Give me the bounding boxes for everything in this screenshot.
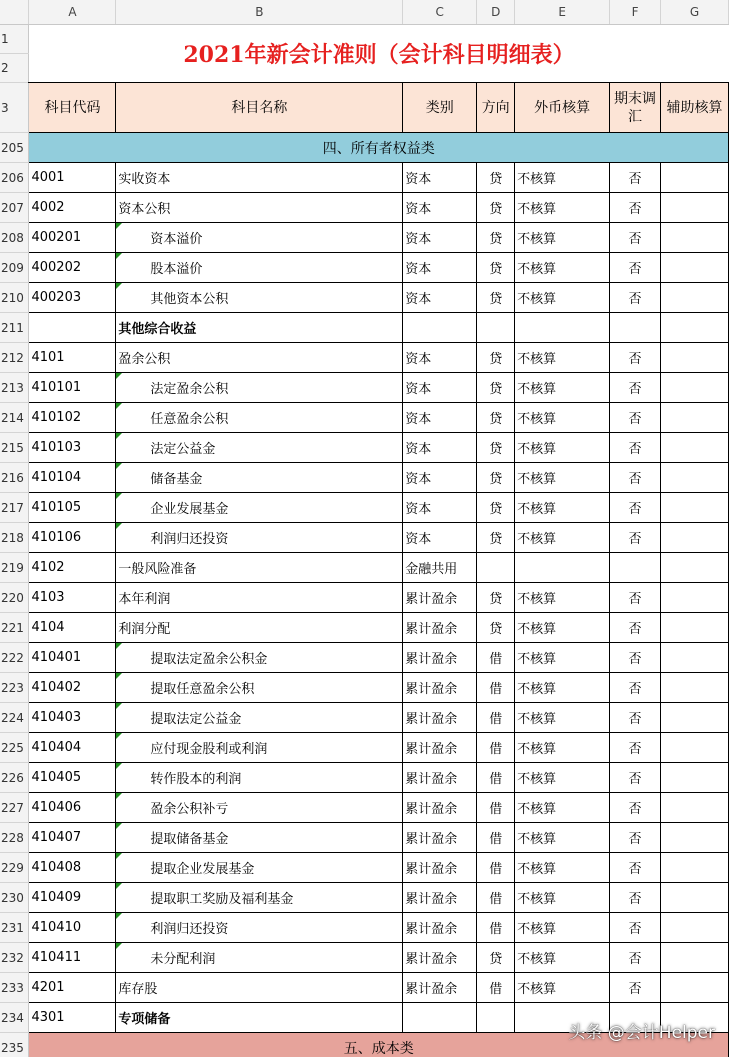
account-name-cell[interactable]: 未分配利润 [116,943,403,973]
auxiliary-cell[interactable] [661,253,729,283]
auxiliary-cell[interactable] [661,943,729,973]
column-header-f[interactable]: F [610,0,661,25]
row-number[interactable]: 214 [0,403,29,433]
foreign-currency-cell[interactable]: 不核算 [515,913,610,943]
header-name[interactable]: 科目名称 [116,83,403,133]
category-cell[interactable]: 资本 [403,163,477,193]
foreign-currency-cell[interactable]: 不核算 [515,973,610,1003]
row-number[interactable]: 215 [0,433,29,463]
row-number[interactable]: 231 [0,913,29,943]
auxiliary-cell[interactable] [661,403,729,433]
foreign-currency-cell[interactable]: 不核算 [515,163,610,193]
account-name-cell[interactable]: 利润归还投资 [116,523,403,553]
account-code-cell[interactable]: 410411 [29,943,116,973]
row-number[interactable]: 219 [0,553,29,583]
foreign-currency-cell[interactable]: 不核算 [515,433,610,463]
direction-cell[interactable]: 借 [477,673,515,703]
category-cell[interactable]: 资本 [403,463,477,493]
account-name-cell[interactable]: 提取企业发展基金 [116,853,403,883]
period-end-adjust-cell[interactable]: 否 [610,523,661,553]
category-cell[interactable]: 累计盈余 [403,943,477,973]
period-end-adjust-cell[interactable] [610,553,661,583]
table-row [0,763,729,793]
auxiliary-cell[interactable] [661,733,729,763]
account-name-cell[interactable]: 提取任意盈余公积 [116,673,403,703]
auxiliary-cell[interactable] [661,163,729,193]
account-name-cell[interactable]: 提取法定公益金 [116,703,403,733]
category-cell[interactable]: 资本 [403,343,477,373]
category-cell[interactable]: 资本 [403,223,477,253]
account-code-cell[interactable]: 410403 [29,703,116,733]
auxiliary-cell[interactable] [661,703,729,733]
auxiliary-cell[interactable] [661,913,729,943]
sheet-title[interactable]: 2021年新会计准则（会计科目明细表） [29,25,729,83]
period-end-adjust-cell[interactable]: 否 [610,763,661,793]
header-category[interactable]: 类别 [403,83,477,133]
watermark: 头条 @会计Helper [568,1023,715,1043]
row-number[interactable]: 212 [0,343,29,373]
direction-cell[interactable]: 贷 [477,493,515,523]
auxiliary-cell[interactable] [661,763,729,793]
account-code-cell[interactable]: 410406 [29,793,116,823]
period-end-adjust-cell[interactable]: 否 [610,493,661,523]
table-row [0,223,729,253]
direction-cell[interactable]: 借 [477,973,515,1003]
direction-cell[interactable]: 贷 [477,433,515,463]
row-number[interactable]: 209 [0,253,29,283]
direction-cell[interactable]: 借 [477,793,515,823]
period-end-adjust-cell[interactable]: 否 [610,673,661,703]
category-cell[interactable]: 累计盈余 [403,973,477,1003]
table-row [0,313,729,343]
direction-cell[interactable]: 贷 [477,523,515,553]
row-number[interactable]: 234 [0,1003,29,1033]
row-number[interactable]: 227 [0,793,29,823]
account-name-cell[interactable]: 实收资本 [116,163,403,193]
account-name-cell[interactable]: 利润归还投资 [116,913,403,943]
direction-cell[interactable]: 借 [477,643,515,673]
table-row [0,793,729,823]
table-row [0,703,729,733]
auxiliary-cell[interactable] [661,193,729,223]
header-code[interactable]: 科目代码 [29,83,116,133]
account-code-cell[interactable]: 400202 [29,253,116,283]
foreign-currency-cell[interactable]: 不核算 [515,733,610,763]
direction-cell[interactable]: 借 [477,853,515,883]
table-row [0,253,729,283]
category-cell[interactable] [403,313,477,343]
foreign-currency-cell[interactable]: 不核算 [515,823,610,853]
foreign-currency-cell[interactable]: 不核算 [515,643,610,673]
period-end-adjust-cell[interactable]: 否 [610,643,661,673]
row-number[interactable]: 230 [0,883,29,913]
period-end-adjust-cell[interactable]: 否 [610,193,661,223]
auxiliary-cell[interactable] [661,853,729,883]
direction-cell[interactable]: 借 [477,733,515,763]
account-name-cell[interactable]: 其他综合收益 [116,313,403,343]
auxiliary-cell[interactable] [661,673,729,703]
period-end-adjust-cell[interactable]: 否 [610,163,661,193]
account-code-cell[interactable]: 410106 [29,523,116,553]
account-code-cell[interactable]: 400203 [29,283,116,313]
direction-cell[interactable]: 借 [477,823,515,853]
category-cell[interactable]: 累计盈余 [403,913,477,943]
category-cell[interactable]: 累计盈余 [403,853,477,883]
auxiliary-cell[interactable] [661,793,729,823]
account-code-cell[interactable]: 410105 [29,493,116,523]
column-header-b[interactable]: B [116,0,403,25]
row-number[interactable]: 232 [0,943,29,973]
column-header-g[interactable]: G [661,0,729,25]
category-cell[interactable]: 资本 [403,283,477,313]
foreign-currency-cell[interactable]: 不核算 [515,673,610,703]
account-name-cell[interactable]: 其他资本公积 [116,283,403,313]
auxiliary-cell[interactable] [661,223,729,253]
account-code-cell[interactable]: 410404 [29,733,116,763]
direction-cell[interactable]: 贷 [477,283,515,313]
period-end-adjust-cell[interactable]: 否 [610,703,661,733]
foreign-currency-cell[interactable]: 不核算 [515,943,610,973]
direction-cell[interactable]: 贷 [477,223,515,253]
period-end-adjust-cell[interactable]: 否 [610,913,661,943]
auxiliary-cell[interactable] [661,583,729,613]
auxiliary-cell[interactable] [661,313,729,343]
category-cell[interactable]: 资本 [403,253,477,283]
table-row [0,733,729,763]
auxiliary-cell[interactable] [661,883,729,913]
direction-cell[interactable]: 贷 [477,943,515,973]
direction-cell[interactable]: 借 [477,883,515,913]
account-code-cell[interactable]: 410407 [29,823,116,853]
table-header-row [0,83,729,133]
account-code-cell[interactable]: 400201 [29,223,116,253]
column-header-e[interactable]: E [515,0,610,25]
foreign-currency-cell[interactable]: 不核算 [515,793,610,823]
auxiliary-cell[interactable] [661,823,729,853]
auxiliary-cell[interactable] [661,343,729,373]
period-end-adjust-cell[interactable]: 否 [610,373,661,403]
category-cell[interactable]: 累计盈余 [403,823,477,853]
table-row [0,493,729,523]
foreign-currency-cell[interactable]: 不核算 [515,703,610,733]
period-end-adjust-cell[interactable]: 否 [610,973,661,1003]
section-label[interactable]: 五、成本类 [29,1033,729,1057]
auxiliary-cell[interactable] [661,973,729,1003]
period-end-adjust-cell[interactable]: 否 [610,883,661,913]
category-cell[interactable]: 资本 [403,493,477,523]
account-code-cell[interactable]: 410401 [29,643,116,673]
foreign-currency-cell[interactable]: 不核算 [515,403,610,433]
account-name-cell[interactable]: 提取储备基金 [116,823,403,853]
row-number[interactable]: 205 [0,133,29,163]
direction-cell[interactable]: 贷 [477,463,515,493]
category-cell[interactable] [403,1003,477,1033]
direction-cell[interactable]: 贷 [477,373,515,403]
account-name-cell[interactable]: 本年利润 [116,583,403,613]
foreign-currency-cell[interactable] [515,553,610,583]
header-foreign-currency[interactable]: 外币核算 [515,83,610,133]
row-number[interactable]: 228 [0,823,29,853]
account-code-cell[interactable]: 410410 [29,913,116,943]
foreign-currency-cell[interactable]: 不核算 [515,373,610,403]
account-name-cell[interactable]: 资本公积 [116,193,403,223]
account-name-cell[interactable]: 提取职工奖励及福利基金 [116,883,403,913]
account-code-cell[interactable]: 410102 [29,403,116,433]
category-cell[interactable]: 资本 [403,523,477,553]
auxiliary-cell[interactable] [661,463,729,493]
foreign-currency-cell[interactable] [515,313,610,343]
direction-cell[interactable]: 借 [477,763,515,793]
category-cell[interactable]: 资本 [403,373,477,403]
auxiliary-cell[interactable] [661,553,729,583]
account-code-cell[interactable] [29,313,116,343]
direction-cell[interactable]: 贷 [477,403,515,433]
foreign-currency-cell[interactable]: 不核算 [515,463,610,493]
category-cell[interactable]: 累计盈余 [403,883,477,913]
table-row [0,613,729,643]
direction-cell[interactable] [477,553,515,583]
period-end-adjust-cell[interactable]: 否 [610,253,661,283]
table-row [0,163,729,193]
table-row [0,973,729,1003]
direction-cell[interactable]: 贷 [477,583,515,613]
account-code-cell[interactable]: 4001 [29,163,116,193]
auxiliary-cell[interactable] [661,373,729,403]
header-direction[interactable]: 方向 [477,83,515,133]
auxiliary-cell[interactable] [661,433,729,463]
account-code-cell[interactable]: 4102 [29,553,116,583]
account-name-cell[interactable]: 盈余公积补亏 [116,793,403,823]
period-end-adjust-cell[interactable]: 否 [610,853,661,883]
auxiliary-cell[interactable] [661,643,729,673]
account-name-cell[interactable]: 利润分配 [116,613,403,643]
row-number[interactable]: 233 [0,973,29,1003]
period-end-adjust-cell[interactable] [610,313,661,343]
foreign-currency-cell[interactable]: 不核算 [515,283,610,313]
table-row [0,343,729,373]
row-number[interactable]: 3 [0,83,29,133]
foreign-currency-cell[interactable]: 不核算 [515,343,610,373]
category-cell[interactable]: 金融共用 [403,553,477,583]
account-code-cell[interactable]: 4002 [29,193,116,223]
table-row [0,823,729,853]
category-cell[interactable]: 资本 [403,433,477,463]
header-auxiliary[interactable]: 辅助核算 [661,83,729,133]
select-all-corner[interactable] [0,0,29,25]
foreign-currency-cell[interactable]: 不核算 [515,223,610,253]
category-cell[interactable]: 资本 [403,193,477,223]
row-number[interactable]: 206 [0,163,29,193]
account-name-cell[interactable]: 股本溢价 [116,253,403,283]
table-row [0,403,729,433]
section-row-equity [0,133,729,163]
period-end-adjust-cell[interactable]: 否 [610,583,661,613]
header-period-end-adjust[interactable]: 期末调汇 [610,83,661,133]
account-name-cell[interactable]: 库存股 [116,973,403,1003]
direction-cell[interactable]: 贷 [477,163,515,193]
account-name-cell[interactable]: 提取法定盈余公积金 [116,643,403,673]
category-cell[interactable]: 资本 [403,403,477,433]
period-end-adjust-cell[interactable]: 否 [610,793,661,823]
foreign-currency-cell[interactable]: 不核算 [515,253,610,283]
auxiliary-cell[interactable] [661,613,729,643]
account-code-cell[interactable]: 4301 [29,1003,116,1033]
table-row [0,283,729,313]
row-number[interactable]: 225 [0,733,29,763]
account-code-cell[interactable]: 410104 [29,463,116,493]
table-row [0,463,729,493]
period-end-adjust-cell[interactable]: 否 [610,943,661,973]
table-row [0,583,729,613]
account-code-cell[interactable]: 410402 [29,673,116,703]
section-label[interactable]: 四、所有者权益类 [29,133,729,163]
direction-cell[interactable]: 借 [477,703,515,733]
table-row [0,883,729,913]
account-name-cell[interactable]: 盈余公积 [116,343,403,373]
foreign-currency-cell[interactable]: 不核算 [515,613,610,643]
category-cell[interactable]: 累计盈余 [403,733,477,763]
row-number[interactable]: 235 [0,1033,29,1057]
category-cell[interactable]: 累计盈余 [403,763,477,793]
table-row [0,523,729,553]
foreign-currency-cell[interactable]: 不核算 [515,853,610,883]
category-cell[interactable]: 累计盈余 [403,583,477,613]
period-end-adjust-cell[interactable]: 否 [610,223,661,253]
period-end-adjust-cell[interactable]: 否 [610,433,661,463]
row-number[interactable]: 211 [0,313,29,343]
account-name-cell[interactable]: 法定盈余公积 [116,373,403,403]
row-number[interactable]: 220 [0,583,29,613]
account-code-cell[interactable]: 410409 [29,883,116,913]
category-cell[interactable]: 累计盈余 [403,703,477,733]
account-name-cell[interactable]: 转作股本的利润 [116,763,403,793]
direction-cell[interactable] [477,313,515,343]
account-code-cell[interactable]: 4103 [29,583,116,613]
direction-cell[interactable] [477,1003,515,1033]
direction-cell[interactable]: 贷 [477,193,515,223]
direction-cell[interactable]: 贷 [477,253,515,283]
table-row [0,673,729,703]
table-row [0,553,729,583]
row-number[interactable]: 216 [0,463,29,493]
period-end-adjust-cell[interactable]: 否 [610,733,661,763]
row-number[interactable]: 226 [0,763,29,793]
account-name-cell[interactable]: 专项储备 [116,1003,403,1033]
row-number[interactable]: 223 [0,673,29,703]
row-number[interactable]: 221 [0,613,29,643]
title-row-1 [0,25,729,54]
period-end-adjust-cell[interactable]: 否 [610,283,661,313]
account-name-cell[interactable]: 企业发展基金 [116,493,403,523]
table-row [0,373,729,403]
table-row [0,433,729,463]
account-name-cell[interactable]: 任意盈余公积 [116,403,403,433]
category-cell[interactable]: 累计盈余 [403,673,477,703]
account-code-cell[interactable]: 410101 [29,373,116,403]
category-cell[interactable]: 累计盈余 [403,643,477,673]
column-header-row [0,0,729,25]
foreign-currency-cell[interactable]: 不核算 [515,883,610,913]
account-name-cell[interactable]: 资本溢价 [116,223,403,253]
account-code-cell[interactable]: 410103 [29,433,116,463]
row-number[interactable]: 207 [0,193,29,223]
row-number[interactable]: 208 [0,223,29,253]
direction-cell[interactable]: 贷 [477,613,515,643]
row-number[interactable]: 224 [0,703,29,733]
category-cell[interactable]: 累计盈余 [403,793,477,823]
direction-cell[interactable]: 贷 [477,343,515,373]
auxiliary-cell[interactable] [661,283,729,313]
column-header-c[interactable]: C [403,0,477,25]
row-number[interactable]: 217 [0,493,29,523]
period-end-adjust-cell[interactable]: 否 [610,463,661,493]
row-number[interactable]: 222 [0,643,29,673]
table-row [0,913,729,943]
account-name-cell[interactable]: 储备基金 [116,463,403,493]
period-end-adjust-cell[interactable]: 否 [610,613,661,643]
auxiliary-cell[interactable] [661,493,729,523]
foreign-currency-cell[interactable]: 不核算 [515,493,610,523]
account-name-cell[interactable]: 法定公益金 [116,433,403,463]
foreign-currency-cell[interactable]: 不核算 [515,763,610,793]
account-code-cell[interactable]: 4101 [29,343,116,373]
period-end-adjust-cell[interactable]: 否 [610,823,661,853]
foreign-currency-cell[interactable]: 不核算 [515,583,610,613]
table-row [0,193,729,223]
row-number[interactable]: 229 [0,853,29,883]
row-number[interactable]: 218 [0,523,29,553]
column-header-a[interactable]: A [29,0,116,25]
row-number[interactable]: 213 [0,373,29,403]
foreign-currency-cell[interactable]: 不核算 [515,193,610,223]
row-number[interactable]: 1 [0,25,29,54]
direction-cell[interactable]: 借 [477,913,515,943]
account-code-cell[interactable]: 410408 [29,853,116,883]
table-row [0,853,729,883]
row-number[interactable]: 2 [0,54,29,83]
period-end-adjust-cell[interactable]: 否 [610,403,661,433]
category-cell[interactable]: 累计盈余 [403,613,477,643]
account-code-cell[interactable]: 4201 [29,973,116,1003]
table-row [0,643,729,673]
row-number[interactable]: 210 [0,283,29,313]
period-end-adjust-cell[interactable]: 否 [610,343,661,373]
account-name-cell[interactable]: 一般风险准备 [116,553,403,583]
auxiliary-cell[interactable] [661,523,729,553]
table-row [0,943,729,973]
column-header-d[interactable]: D [477,0,515,25]
account-code-cell[interactable]: 4104 [29,613,116,643]
foreign-currency-cell[interactable]: 不核算 [515,523,610,553]
account-code-cell[interactable]: 410405 [29,763,116,793]
account-name-cell[interactable]: 应付现金股利或利润 [116,733,403,763]
